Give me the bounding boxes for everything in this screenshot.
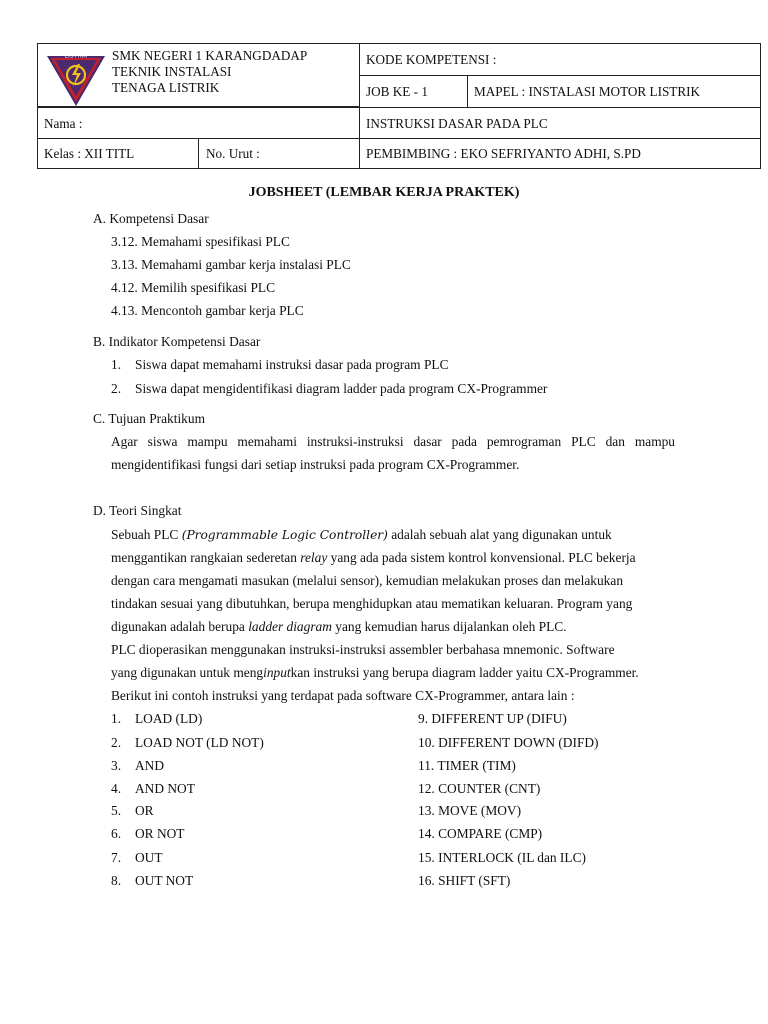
instruction-item: LOAD NOT (LD NOT) xyxy=(135,735,264,750)
instruction-item: 11. TIMER (TIM) xyxy=(418,758,516,773)
mapel-label: MAPEL : INSTALASI MOTOR LISTRIK xyxy=(474,84,701,99)
school-logo xyxy=(45,50,107,108)
instruction-item: 15. INTERLOCK (IL dan ILC) xyxy=(418,850,586,865)
objective-line: mengidentifikasi fungsi dari setiap instruksi pada program CX-Programmer. xyxy=(111,457,520,472)
theory-text: menggantikan rangkaian sederetan xyxy=(111,550,301,565)
theory-italic: input xyxy=(263,665,291,680)
instruction-number: 8. xyxy=(111,873,122,888)
instruction-item: 9. DIFFERENT UP (DIFU) xyxy=(418,711,567,726)
instruction-item: LOAD (LD) xyxy=(135,711,203,726)
theory-text: Sebuah PLC xyxy=(111,527,182,542)
theory-text: yang ada pada sistem kontrol konvensional. PLC bekerja xyxy=(327,550,636,565)
nama-cell xyxy=(37,107,360,139)
kelas-cell xyxy=(37,138,199,169)
competency-item: 3.13. Memahami gambar kerja instalasi PLC xyxy=(111,257,351,272)
instruction-item: 12. COUNTER (CNT) xyxy=(418,781,541,796)
kode-kompetensi-label: KODE KOMPETENSI : xyxy=(366,52,497,67)
pembimbing-cell xyxy=(359,138,761,169)
section-b-heading: B. Indikator Kompetensi Dasar xyxy=(93,334,261,349)
job-label: JOB KE - 1 xyxy=(366,84,428,99)
section-c-heading: C. Tujuan Praktikum xyxy=(93,411,205,426)
objective-line: Agar siswa mampu memahami instruksi-instruksi dasar pada pemrograman PLC dan mampu xyxy=(111,434,675,449)
theory-line: Berikut ini contoh instruksi yang terdapat pada software CX-Programmer, antara lain : xyxy=(111,688,575,703)
kode-kompetensi-cell xyxy=(359,43,761,76)
theory-text: yang digunakan untuk meng xyxy=(111,665,264,680)
theory-line xyxy=(111,619,567,635)
department-line2: TENAGA LISTRIK xyxy=(112,80,220,95)
instruction-item: 14. COMPARE (CMP) xyxy=(418,826,543,841)
instruction-item: AND xyxy=(135,758,165,773)
indicator-text: Siswa dapat memahami instruksi dasar pada program PLC xyxy=(135,357,449,372)
theory-italic: ladder diagram xyxy=(248,619,332,634)
mapel-cell xyxy=(467,75,761,108)
competency-item: 4.13. Mencontoh gambar kerja PLC xyxy=(111,303,304,318)
competency-item: 4.12. Memilih spesifikasi PLC xyxy=(111,280,276,295)
instruction-item: AND NOT xyxy=(135,781,195,796)
instruction-item: 16. SHIFT (SFT) xyxy=(418,873,511,888)
instruction-number: 1. xyxy=(111,711,122,726)
instruction-number: 6. xyxy=(111,826,122,841)
instruction-item: OUT xyxy=(135,850,163,865)
theory-line xyxy=(111,665,639,681)
header-table xyxy=(37,43,761,169)
department-line1: TEKNIK INSTALASI xyxy=(112,64,232,79)
instruction-item: 10. DIFFERENT DOWN (DIFD) xyxy=(418,735,599,750)
theory-text: kan instruksi yang berupa diagram ladder yaitu CX-Programmer. xyxy=(290,665,639,680)
instruction-item: OUT NOT xyxy=(135,873,194,888)
theory-italic: (Programmable Logic Controller) xyxy=(181,528,388,542)
no-urut-label: No. Urut : xyxy=(206,146,260,161)
theory-line xyxy=(111,527,612,543)
theory-text: digunakan adalah berupa xyxy=(111,619,249,634)
theory-text: yang kemudian harus dijalankan oleh PLC. xyxy=(331,619,567,634)
nama-label: Nama : xyxy=(44,116,83,131)
instruction-number: 7. xyxy=(111,850,122,865)
instruction-item: OR xyxy=(135,803,154,818)
instruction-number: 4. xyxy=(111,781,122,796)
instruction-number: 5. xyxy=(111,803,122,818)
indicator-number: 2. xyxy=(111,381,122,396)
job-cell xyxy=(359,75,468,108)
instruksi-label: INSTRUKSI DASAR PADA PLC xyxy=(366,116,548,131)
instruction-number: 2. xyxy=(111,735,122,750)
theory-line xyxy=(111,550,636,566)
document-title: JOBSHEET (LEMBAR KERJA PRAKTEK) xyxy=(248,185,520,200)
instruction-number: 3. xyxy=(111,758,122,773)
theory-line: dengan cara mengamati masukan (melalui sensor), kemudian melakukan proses dan melakukan xyxy=(111,573,624,588)
theory-italic: relay xyxy=(300,550,328,565)
school-name: SMK NEGERI 1 KARANGDADAP xyxy=(112,48,308,63)
indicator-text: Siswa dapat mengidentifikasi diagram ladder pada program CX-Programmer xyxy=(135,381,548,396)
section-a-heading: A. Kompetensi Dasar xyxy=(93,211,209,226)
instruction-item: OR NOT xyxy=(135,826,185,841)
competency-item: 3.12. Memahami spesifikasi PLC xyxy=(111,234,290,249)
pembimbing-label: PEMBIMBING : EKO SEFRIYANTO ADHI, S.PD xyxy=(366,146,641,161)
instruction-item: 13. MOVE (MOV) xyxy=(418,803,522,818)
theory-line: tindakan sesuai yang dibutuhkan, berupa menghidupkan atau mematikan keluaran. Program yang xyxy=(111,596,633,611)
theory-text: adalah sebuah alat yang digunakan untuk xyxy=(387,527,612,542)
school-cell xyxy=(37,43,360,107)
theory-line: PLC dioperasikan menggunakan instruksi-instruksi assembler berbahasa mnemonic. Software xyxy=(111,642,615,657)
indicator-number: 1. xyxy=(111,357,122,372)
section-d-heading: D. Teori Singkat xyxy=(93,503,182,518)
logo-text: LISTRIK xyxy=(64,52,88,60)
kelas-label: Kelas : XII TITL xyxy=(44,146,135,161)
instruksi-cell xyxy=(359,107,761,139)
no-urut-cell xyxy=(198,138,360,169)
